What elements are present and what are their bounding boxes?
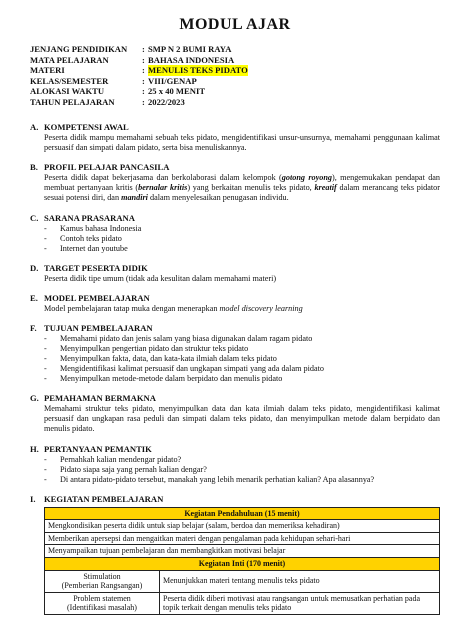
meta-value-highlighted: MENULIS TEKS PIDATO xyxy=(148,65,248,76)
section-kompetensi-awal xyxy=(30,122,440,153)
section-heading xyxy=(30,162,440,173)
list-item-text: Menyimpulkan fakta, data, dan kata-kata ilmiah dalam teks pidato xyxy=(60,353,277,363)
section-profil-pelajar xyxy=(30,162,440,204)
table-row xyxy=(45,557,440,570)
meta-value: 2022/2023 xyxy=(148,96,185,107)
list-item-text: Di antara pidato-pidato tersebut, manakah yang lebih menarik perhatian kalian? Apa alasannya? xyxy=(60,474,375,484)
meta-colon: : xyxy=(142,44,145,54)
bullet-list xyxy=(30,334,440,384)
list-item xyxy=(44,334,440,344)
list-item xyxy=(44,344,440,354)
emphasis: bernalar kritis xyxy=(138,183,188,193)
emphasis: mandiri xyxy=(121,193,148,203)
section-body xyxy=(30,304,440,314)
meta-colon: : xyxy=(142,96,145,107)
section-title: PROFIL PELAJAR PANCASILA xyxy=(44,161,170,172)
stage-name: Problem statemen xyxy=(73,593,131,603)
section-heading xyxy=(30,213,440,224)
section-letter: H. xyxy=(30,443,39,454)
meta-colon: : xyxy=(142,75,145,86)
meta-key: KELAS/SEMESTER xyxy=(30,75,109,86)
page-title: MODUL AJAR xyxy=(179,16,291,33)
section-pertanyaan xyxy=(30,444,440,485)
section-tujuan xyxy=(30,323,440,384)
list-item xyxy=(44,374,440,384)
section-title: SARANA PRASARANA xyxy=(44,212,135,223)
meta-key: MATA PELAJARAN xyxy=(30,54,109,65)
stage-cell xyxy=(45,570,160,592)
list-item-text: Memahami pidato dan jenis salam yang biasa digunakan dalam ragam pidato xyxy=(60,333,313,343)
stage-desc: Peserta didik diberi motivasi atau rangsangan untuk memusatkan perhatian pada topik terkait dengan menulis teks pidato xyxy=(160,592,440,614)
list-item-text: Menyimpulkan metode-metode dalam berpidato dan menulis pidato xyxy=(60,373,283,383)
text: Peserta didik dapat bekerjasama dan berkolaborasi dalam kelompok ( xyxy=(44,172,282,182)
section-pemahaman xyxy=(30,393,440,435)
list-item-text: Internet dan youtube xyxy=(60,243,128,253)
table-row xyxy=(45,545,440,558)
section-letter: F. xyxy=(30,322,37,333)
emphasis: kreatif xyxy=(314,183,337,193)
table-header-pendahuluan: Kegiatan Pendahuluan (15 menit) xyxy=(45,507,440,520)
stage-sub: (Pemberian Rangsangan) xyxy=(61,581,143,591)
section-title: PERTANYAAN PEMANTIK xyxy=(44,443,152,454)
section-model xyxy=(30,293,440,314)
bullet: - xyxy=(44,454,47,464)
meta-value: BAHASA INDONESIA xyxy=(148,54,235,65)
meta-key: JENJANG PENDIDIKAN xyxy=(30,44,128,54)
list-item xyxy=(44,364,440,374)
bullet: - xyxy=(44,333,47,343)
text: dalam merancang teks pidator sesuai potensi diri, dan xyxy=(44,183,440,203)
table-cell: Memberikan apersepsi dan mengaitkan materi dengan pengalaman pada kehidupan sehari-hari xyxy=(45,532,440,545)
stage-desc: Menunjukkan materi tentang menulis teks pidato xyxy=(160,570,440,592)
section-kegiatan xyxy=(30,494,440,615)
section-body: Peserta didik mampu memahami sebuah teks pidato, mengidentifikasi unsur-unsurnya, memahami penggunaan kalimat persuasif dan simpati dalam pidato, serta bisa menuliskannya. xyxy=(44,132,440,152)
meta-colon: : xyxy=(142,86,145,97)
bullet: - xyxy=(44,243,47,253)
table-row xyxy=(45,570,440,592)
list-item-text: Pernahkah kalian mendengar pidato? xyxy=(60,454,182,464)
table-cell: Menyampaikan tujuan pembelajaran dan membangkitkan motivasi belajar xyxy=(45,545,440,558)
section-sarana xyxy=(30,213,440,254)
section-heading xyxy=(30,263,440,274)
bullet: - xyxy=(44,353,47,363)
meta-value: SMP N 2 BUMI RAYA xyxy=(148,44,232,54)
section-heading xyxy=(30,293,440,304)
bullet: - xyxy=(44,464,47,474)
stage-sub: (Identifikasi masalah) xyxy=(67,603,137,613)
table-row xyxy=(45,520,440,533)
section-title: TARGET PESERTA DIDIK xyxy=(44,262,148,273)
text: ), mengemukakan pendapat dan membuat pertanyaan kritis ( xyxy=(44,172,441,193)
list-item xyxy=(44,244,440,254)
meta-row xyxy=(30,55,440,66)
section-target xyxy=(30,263,440,284)
section-body: Memahami struktur teks pidato, menyimpulkan data dan kata ilmiah dalam teks pidato, mengidentifikasi kalimat persuasif dan ungkapan rasa peduli dan simpati dalam teks pidato, dan menyimpulkan metode dalam berpidato dan menulis pidato. xyxy=(44,403,440,434)
section-heading xyxy=(30,393,440,404)
meta-colon: : xyxy=(142,54,145,65)
meta-key: MATERI xyxy=(30,65,65,76)
table-row xyxy=(45,592,440,614)
list-item xyxy=(44,234,440,244)
section-letter: E. xyxy=(30,292,38,303)
bullet: - xyxy=(44,223,47,233)
section-body xyxy=(30,173,440,204)
section-letter: I. xyxy=(30,493,36,504)
list-item xyxy=(44,354,440,364)
section-body: Peserta didik tipe umum (tidak ada kesulitan dalam memahami materi) xyxy=(44,273,277,283)
section-title: KEGIATAN PEMBELAJARAN xyxy=(44,493,164,504)
section-letter: B. xyxy=(30,161,38,172)
section-title: KOMPETENSI AWAL xyxy=(44,121,129,132)
table-cell: Mengkondisikan peserta didik untuk siap belajar (salam, berdoa dan memeriksa kehadiran) xyxy=(45,520,440,533)
section-letter: D. xyxy=(30,262,39,273)
section-letter: G. xyxy=(30,392,39,403)
list-item xyxy=(44,465,440,475)
table-row xyxy=(45,532,440,545)
bullet: - xyxy=(44,363,47,373)
meta-value: VIII/GENAP xyxy=(148,75,197,86)
bullet: - xyxy=(44,343,47,353)
section-title: MODEL PEMBELAJARAN xyxy=(44,292,150,303)
section-letter: A. xyxy=(30,121,39,132)
text: ) yang berkaitan menulis teks pidato, xyxy=(187,183,315,193)
list-item-text: Pidato siapa saja yang pernah kalian dengar? xyxy=(60,464,207,474)
meta-value: 25 x 40 MENIT xyxy=(148,86,206,97)
table-header-inti: Kegiatan Inti (170 menit) xyxy=(45,557,440,570)
meta-block xyxy=(30,44,440,108)
activity-table xyxy=(44,507,440,615)
bullet: - xyxy=(44,474,47,484)
bullet: - xyxy=(44,373,47,383)
section-title: PEMAHAMAN BERMAKNA xyxy=(44,392,156,403)
section-letter: C. xyxy=(30,212,39,223)
meta-row xyxy=(30,76,440,87)
bullet-list xyxy=(30,455,440,485)
section-heading xyxy=(30,494,440,505)
bullet: - xyxy=(44,233,47,243)
list-item-text: Menyimpulkan pengertian pidato dan struktur teks pidato xyxy=(60,343,249,353)
list-item-text: Kamus bahasa Indonesia xyxy=(60,223,142,233)
section-heading xyxy=(30,122,440,133)
bullet-list xyxy=(30,224,440,254)
meta-key: TAHUN PELAJARAN xyxy=(30,96,115,107)
list-item-text: Contoh teks pidato xyxy=(60,233,122,243)
meta-row xyxy=(30,65,440,76)
list-item-text: Mengidentifikasi kalimat persuasif dan ungkapan simpati yang ada dalam pidato xyxy=(60,363,324,373)
stage-name: Stimulation xyxy=(83,571,121,581)
section-heading xyxy=(30,323,440,334)
text: dalam menyelesaikan penugasan individu. xyxy=(147,193,289,203)
section-heading xyxy=(30,444,440,455)
table-row xyxy=(45,507,440,520)
list-item xyxy=(44,455,440,465)
emphasis: model discovery learning xyxy=(219,303,303,313)
stage-cell xyxy=(45,592,160,614)
emphasis: gotong royong xyxy=(281,172,332,182)
meta-row xyxy=(30,86,440,97)
section-title: TUJUAN PEMBELAJARAN xyxy=(44,322,153,333)
meta-colon: : xyxy=(142,65,145,76)
list-item xyxy=(44,224,440,234)
meta-row xyxy=(30,44,440,55)
text: Model pembelajaran tatap muka dengan menerapkan xyxy=(44,303,220,313)
meta-key: ALOKASI WAKTU xyxy=(30,86,105,97)
list-item xyxy=(44,475,440,485)
meta-row xyxy=(30,97,440,108)
